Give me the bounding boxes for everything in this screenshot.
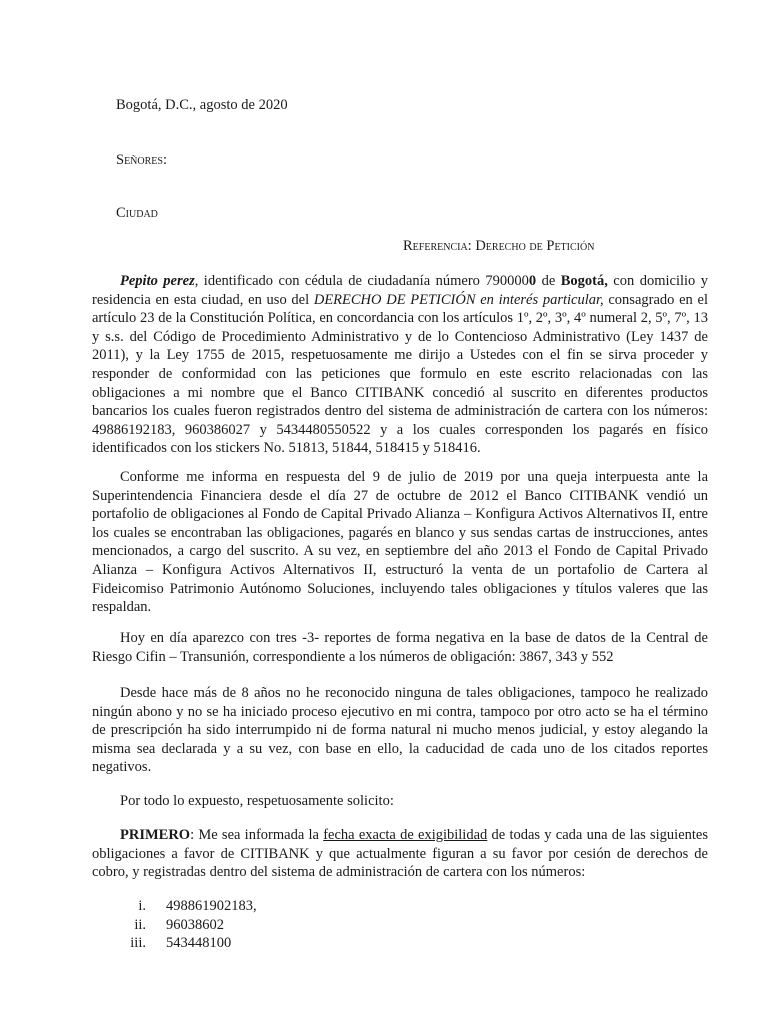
right-of-petition: DERECHO DE PETICIÓN en interés particular, [313, 291, 604, 308]
paragraph-first-request: PRIMERO: Me sea informada la fecha exacta de exigibilidad de todas y cada una de las siguientes obligaciones a favor de CITIBANK y que actualmente figuran a su favor por cesión de derechos de cobro, y registradas dentro del sistema de administración de cartera con los números: [92, 827, 709, 881]
first-request-label: PRIMERO [120, 827, 191, 843]
exigibility-date-term: fecha exacta de exigibilidad [323, 827, 488, 843]
petitioner-name: Pepito perez [120, 273, 195, 289]
petitioner-city: Bogotá, [560, 273, 608, 289]
paragraph-reports: Hoy en día aparezco con tres -3- reportes de forma negativa en la base de datos de la Central de Riesgo Cifin – Transunión, correspondiente a los números de obligación: 3867, 343 y 552 [92, 630, 708, 665]
reference-line: Referencia: Derecho de Petición [403, 238, 595, 254]
document-page: Bogotá, D.C., agosto de 2020 Señores: Ciudad Referencia: Derecho de Petición Pepito perez, identificado con cédula de ciudadanía número 7900000 de Bogotá, con domicilio y residencia en esta ciudad, en uso del DERECHO DE PETICIÓN en interés particular, consagrado en el artículo 23 de la Constitución Política, en concordancia con los artículos 1º, 2º, 3º, 4º numeral 2, 5º, 7º, 13 y s.s. del Código de Procedimiento Administrativo y de lo Contencioso Administrativo (Ley 1437 de 2011), y la Ley 1755 de 2015, respetuosamente me dirijo a Ustedes con el fin se sirva proceder y responder de conformidad con las peticiones que formulo en este escrito relacionadas con las obligaciones a mi nombre que el Banco CITIBANK concedió al suscrito en diferentes productos bancarios los cuales fueron registrados dentro del sistema de administración de cartera con los números: 49886192183, 960386027 y 5434480550522 y a los cuales corresponden los pagarés en físico identificados con los stickers No. 51813, 51844, 518415 y 518416. Conforme me informa en respuesta del 9 de julio de 2019 por una queja interpuesta ante la Superintendencia Financiera desde el día 27 de octubre de 2012 el Banco CITIBANK vendió un portafolio de obligaciones al Fondo de Capital Privado Alianza – Konfigura Activos Alternativos II, entre los cuales se encontraban las obligaciones, pagarés en blanco y sus sendas cartas de instrucciones, antes mencionados, a cargo del suscrito. A su vez, en septiembre del año 2013 el Fondo de Capital Privado Alianza – Konfigura Activos Alternativos II, estructuró la venta de un portafolio de Cartera al Fideicomiso Patrimonio Autónomo Soluciones, incluyendo tales obligaciones y títulos valeres que las respaldan. Hoy en día aparezco con tres -3- reportes de forma negativa en la base de datos de la Central de Riesgo Cifin – Transunión, correspondiente a los números de obligación: 3867, 343 y 552 Desde hace más de 8 años no he reconocido ninguna de tales obligaciones, tampoco he realizado ningún abono y no se ha iniciado proceso ejecutivo en mi contra, tampoco por otro acto se ha el término de prescripción ha sido interrumpido ni de forma natural ni mucho menos judicial, y estoy alegando la misma sea declarada y a su vez, con base en ello, la caducidad de cada uno de los citados reportes negativos. Por todo lo expuesto, respetuosamente solicito: PRIMERO: Me sea informada la fecha exacta de exigibilidad de todas y cada una de las siguientes obligaciones a favor de CITIBANK y que actualmente figuran a su favor por cesión de derechos de cobro, y registradas dentro del sistema de administración de cartera con los números: i. 498861902183, ii. 96038602 iii. 543448100 [0, 0, 768, 1024]
city-line: Ciudad [116, 205, 158, 221]
paragraph-sale: Conforme me informa en respuesta del 9 de julio de 2019 por una queja interpuesta ante la Superintendencia Financiera desde el día 27 de octubre de 2012 el Banco CITIBANK vendió un portafolio de obligaciones al Fondo de Capital Privado Alianza – Konfigura Activos Alternativos II, entre los cuales se encontraban las obligaciones, pagarés en blanco y sus sendas cartas de instrucciones, antes mencionados, a cargo del suscrito. A su vez, en septiembre del año 2013 el Fondo de Capital Privado Alianza – Konfigura Activos Alternativos II, estructuró la venta de un portafolio de Cartera al Fideicomiso Patrimonio Autónomo Soluciones, incluyendo tales obligaciones y títulos valeres que las respaldan. [92, 469, 708, 616]
paragraph-prescription: Desde hace más de 8 años no he reconocido ninguna de tales obligaciones, tampoco he realizado ningún abono y no se ha iniciado proceso ejecutivo en mi contra, tampoco por otro acto se ha el término de prescripción ha sido interrumpido ni de forma natural ni mucho menos judicial, y estoy alegando la misma sea declarada y a su vez, con base en ello, la caducidad de cada uno de los citados reportes negativos. [92, 685, 708, 776]
date-line: Bogotá, D.C., agosto de 2020 [116, 97, 288, 113]
salutation: Señores: [116, 152, 167, 168]
paragraph-intro: Pepito perez, identificado con cédula de ciudadanía número 7900000 de Bogotá, con domicilio y residencia en esta ciudad, en uso del DERECHO DE PETICIÓN en interés particular, consagrado en el artículo 23 de la Constitución Política, en concordancia con los artículos 1º, 2º, 3º, 4º numeral 2, 5º, 7º, 13 y s.s. del Código de Procedimiento Administrativo y de lo Contencioso Administrativo (Ley 1437 de 2011), y la Ley 1755 de 2015, respetuosamente me dirijo a Ustedes con el fin se sirva proceder y responder de conformidad con las peticiones que formulo en este escrito relacionadas con las obligaciones a mi nombre que el Banco CITIBANK concedió al suscrito en diferentes productos bancarios los cuales fueron registrados dentro del sistema de administración de cartera con los números: 49886192183, 960386027 y 5434480550522 y a los cuales corresponden los pagarés en físico identificados con los stickers No. 51813, 51844, 518415 y 518416. [92, 273, 708, 457]
paragraph-request-intro: Por todo lo expuesto, respetuosamente solicito: [120, 793, 394, 809]
